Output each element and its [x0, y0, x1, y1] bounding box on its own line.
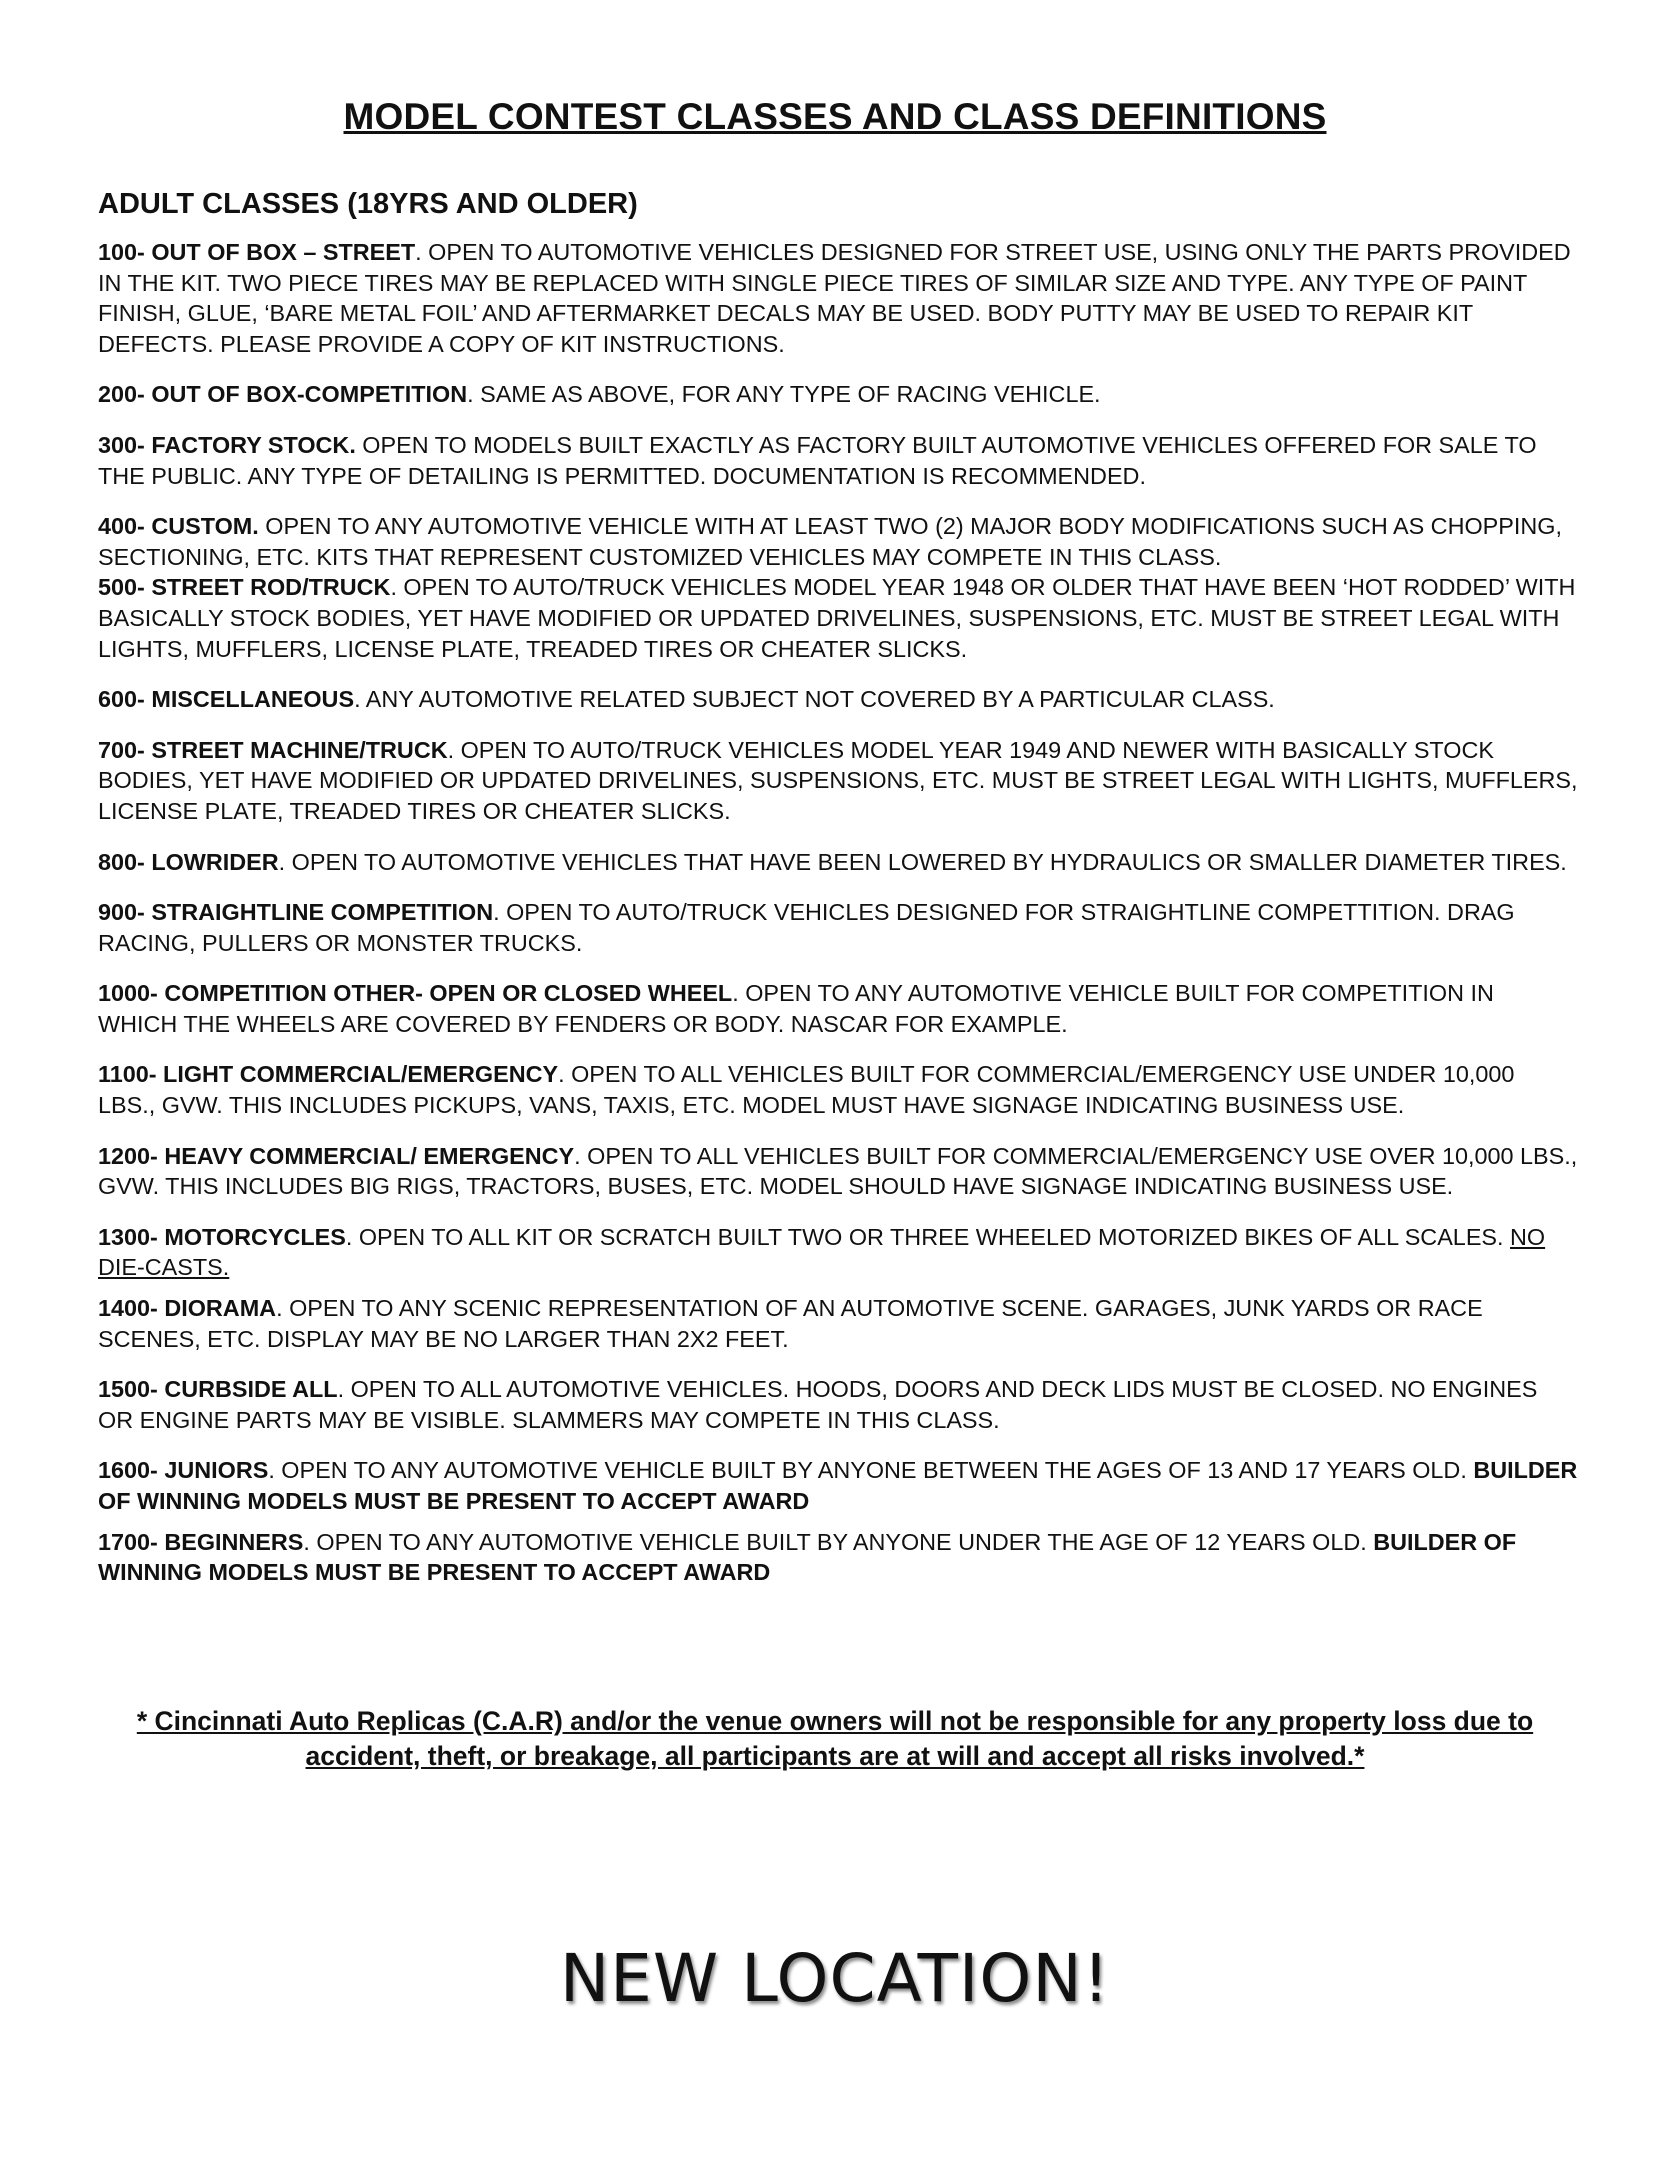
award-note: BUILDER OF WINNING MODELS MUST BE PRESENT TO ACCEPT AWARD	[98, 1457, 1578, 1514]
class-code: 1000-	[98, 980, 158, 1007]
class-description: OPEN TO ANY AUTOMOTIVE VEHICLE WITH AT LEAST TWO (2) MAJOR BODY MODIFICATIONS SUCH AS CHOPPING, SECTIONING, ETC. KITS THAT REPRESENT CUSTOMIZED VEHICLES MAY COMPETE IN THIS CLASS.	[98, 513, 1562, 570]
class-description: . OPEN TO ANY AUTOMOTIVE VEHICLE BUILT BY ANYONE UNDER THE AGE OF 12 YEARS OLD.	[303, 1528, 1374, 1555]
class-code: 800-	[98, 848, 145, 875]
class-description: . OPEN TO ALL VEHICLES BUILT FOR COMMERCIAL/EMERGENCY USE OVER 10,000 LBS., GVW. THIS INCLUDES BIG RIGS, TRACTORS, BUSES, ETC. MODEL SHOULD HAVE SIGNAGE INDICATING BUSINESS USE.	[98, 1142, 1578, 1200]
class-description: . OPEN TO ALL AUTOMOTIVE VEHICLES. HOODS, DOORS AND DECK LIDS MUST BE CLOSED. NO ENGINES OR ENGINE PARTS MAY BE VISIBLE. SLAMMERS MAY COMPETE IN THIS CLASS.	[98, 1376, 1538, 1433]
class-name: COMPETITION OTHER- OPEN OR CLOSED WHEEL	[164, 980, 733, 1007]
class-1400	[98, 1293, 1578, 1354]
class-code: 1700-	[98, 1528, 158, 1555]
class-1500	[98, 1374, 1578, 1435]
class-name: STREET ROD/TRUCK	[151, 574, 391, 601]
class-description: . OPEN TO ANY SCENIC REPRESENTATION OF AN AUTOMOTIVE SCENE. GARAGES, JUNK YARDS OR RACE SCENES, ETC. DISPLAY MAY BE NO LARGER THAN 2X2 FEET.	[98, 1295, 1483, 1352]
class-description: . OPEN TO AUTO/TRUCK VEHICLES MODEL YEAR 1948 OR OLDER THAT HAVE BEEN ‘HOT RODDED’ WITH BASICALLY STOCK BODIES, YET HAVE MODIFIED OR UPDATED DRIVELINES, SUSPENSIONS, ETC. MUST BE STREET LEGAL WITH LIGHTS, MUFFLERS, LICENSE PLATE, TREADED TIRES OR CHEATER SLICKS.	[98, 574, 1576, 662]
page-title: MODEL CONTEST CLASSES AND CLASS DEFINITIONS	[343, 96, 1327, 137]
class-300	[98, 430, 1578, 491]
class-800	[98, 847, 1578, 878]
section-heading: ADULT CLASSES (18YRS AND OLDER)	[98, 188, 638, 220]
liability-disclaimer: * Cincinnati Auto Replicas (C.A.R) and/or the venue owners will not be responsible for any property loss due to accident, theft, or breakage, all participants are at will and accept all risks involved.*	[136, 1706, 1534, 1771]
class-900	[98, 897, 1578, 958]
class-code: 700-	[98, 736, 145, 763]
new-location-banner: NEW LOCATION!	[559, 1940, 1111, 2017]
class-100	[98, 237, 1578, 359]
class-code: 1200-	[98, 1142, 158, 1169]
class-description: . OPEN TO AUTO/TRUCK VEHICLES DESIGNED FOR STRAIGHTLINE COMPETTITION. DRAG RACING, PULLERS OR MONSTER TRUCKS.	[98, 899, 1515, 956]
class-code: 900-	[98, 899, 145, 926]
class-700	[98, 735, 1578, 827]
class-name: CURBSIDE ALL	[164, 1376, 338, 1403]
award-note: BUILDER OF WINNING MODELS MUST BE PRESENT TO ACCEPT AWARD	[98, 1528, 1517, 1586]
class-600	[98, 684, 1578, 715]
class-name: CUSTOM.	[151, 513, 259, 540]
class-code: 600-	[98, 686, 145, 713]
class-code: 1500-	[98, 1376, 158, 1403]
class-1200	[98, 1141, 1578, 1202]
class-200	[98, 379, 1578, 410]
class-code: 200-	[98, 381, 145, 408]
class-name: STREET MACHINE/TRUCK	[151, 736, 448, 763]
class-code: 1400-	[98, 1295, 158, 1322]
class-code: 1300-	[98, 1223, 158, 1250]
class-1000	[98, 978, 1578, 1039]
class-code: 300-	[98, 431, 145, 458]
class-code: 400-	[98, 513, 145, 540]
class-code: 100-	[98, 239, 145, 265]
class-name: DIORAMA	[164, 1295, 277, 1322]
class-1100	[98, 1059, 1578, 1120]
class-description: OPEN TO MODELS BUILT EXACTLY AS FACTORY BUILT AUTOMOTIVE VEHICLES OFFERED FOR SALE TO THE PUBLIC. ANY TYPE OF DETAILING IS PERMITTED. DOCUMENTATION IS RECOMMENDED.	[98, 431, 1537, 489]
class-name: BEGINNERS	[164, 1528, 304, 1555]
class-code: 1100-	[98, 1061, 157, 1088]
no-die-casts-note: NO DIE-CASTS.	[98, 1223, 1546, 1281]
class-name: FACTORY STOCK.	[151, 431, 356, 458]
class-code: 500-	[98, 574, 145, 601]
class-description: . SAME AS ABOVE, FOR ANY TYPE OF RACING VEHICLE.	[467, 381, 1101, 408]
class-1600	[98, 1455, 1578, 1516]
class-name: MOTORCYCLES	[164, 1223, 346, 1250]
class-description: . OPEN TO AUTOMOTIVE VEHICLES DESIGNED FOR STREET USE, USING ONLY THE PARTS PROVIDED IN THE KIT. TWO PIECE TIRES MAY BE REPLACED WITH SINGLE PIECE TIRES OF SIMILAR SIZE AND TYPE. ANY TYPE OF PAINT FINISH, GLUE, ‘BARE METAL FOIL’ AND AFTERMARKET DECALS MAY BE USED. BODY PUTTY MAY BE USED TO REPAIR KIT DEFECTS. PLEASE PROVIDE A COPY OF KIT INSTRUCTIONS.	[98, 239, 1571, 357]
class-code: 1600-	[98, 1457, 158, 1484]
class-500	[98, 572, 1578, 664]
class-400	[98, 511, 1578, 572]
class-name: HEAVY COMMERCIAL/ EMERGENCY	[164, 1142, 575, 1169]
class-description: . OPEN TO ANY AUTOMOTIVE VEHICLE BUILT FOR COMPETITION IN WHICH THE WHEELS ARE COVERED BY FENDERS OR BODY. NASCAR FOR EXAMPLE.	[98, 980, 1494, 1037]
class-description: . OPEN TO AUTOMOTIVE VEHICLES THAT HAVE BEEN LOWERED BY HYDRAULICS OR SMALLER DIAMETER TIRES.	[278, 848, 1567, 875]
class-name: STRAIGHTLINE COMPETITION	[151, 899, 494, 926]
class-name: OUT OF BOX – STREET	[151, 239, 416, 265]
class-list	[98, 237, 1578, 1588]
class-name: OUT OF BOX-COMPETITION	[151, 381, 468, 408]
class-description: . OPEN TO ALL VEHICLES BUILT FOR COMMERCIAL/EMERGENCY USE UNDER 10,000 LBS., GVW. THIS INCLUDES PICKUPS, VANS, TAXIS, ETC. MODEL MUST HAVE SIGNAGE INDICATING BUSINESS USE.	[98, 1061, 1515, 1119]
class-description: . OPEN TO ANY AUTOMOTIVE VEHICLE BUILT BY ANYONE BETWEEN THE AGES OF 13 AND 17 YEARS OLD.	[268, 1457, 1474, 1484]
class-description: . OPEN TO ALL KIT OR SCRATCH BUILT TWO OR THREE WHEELED MOTORIZED BIKES OF ALL SCALES.	[345, 1223, 1511, 1250]
class-1300	[98, 1222, 1578, 1283]
class-name: LIGHT COMMERCIAL/EMERGENCY	[163, 1061, 559, 1088]
class-1700	[98, 1527, 1578, 1588]
class-description: . ANY AUTOMOTIVE RELATED SUBJECT NOT COVERED BY A PARTICULAR CLASS.	[354, 686, 1275, 713]
class-name: JUNIORS	[164, 1457, 269, 1484]
class-description: . OPEN TO AUTO/TRUCK VEHICLES MODEL YEAR 1949 AND NEWER WITH BASICALLY STOCK BODIES, YET HAVE MODIFIED OR UPDATED DRIVELINES, SUSPENSIONS, ETC. MUST BE STREET LEGAL WITH LIGHTS, MUFFLERS, LICENSE PLATE, TREADED TIRES OR CHEATER SLICKS.	[98, 736, 1578, 824]
class-name: LOWRIDER	[151, 848, 279, 875]
class-name: MISCELLANEOUS	[151, 686, 355, 713]
